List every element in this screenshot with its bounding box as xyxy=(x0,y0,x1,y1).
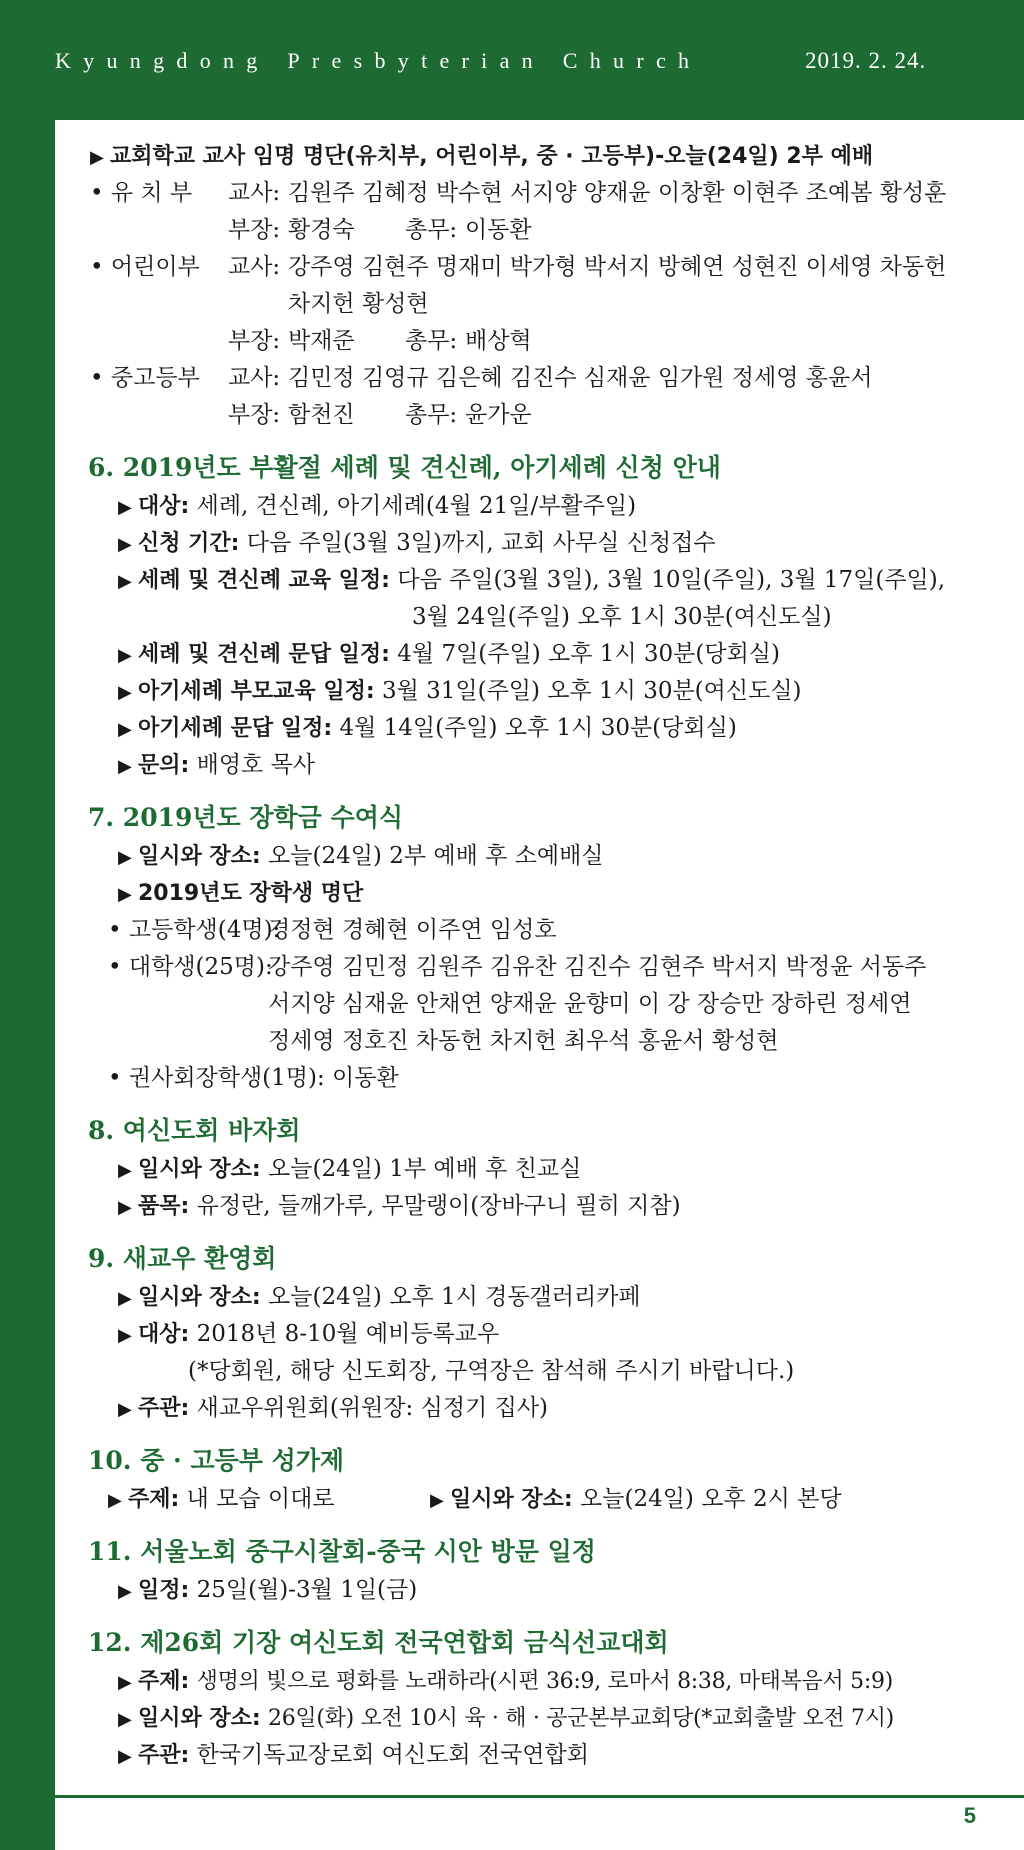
church-name: Kyungdong Presbyterian Church xyxy=(55,48,702,73)
s7-highschool: • 고등학생(4명): 경정현 경혜현 이주연 임성호 xyxy=(108,917,557,943)
triangle-bullet-icon: ▶ xyxy=(118,497,132,518)
s7-elder-scholar: • 권사회장학생(1명): 이동환 xyxy=(108,1065,399,1091)
page-number: 5 xyxy=(963,1803,976,1828)
s7-university-cont-2: 정세영 정호진 차동헌 차지헌 최우석 홍윤서 황성현 xyxy=(268,1028,779,1054)
s6-target: ▶ 대상: 세례, 견신례, 아기세례(4월 21일/부활주일) xyxy=(90,488,1005,525)
triangle-bullet-icon: ▶ xyxy=(118,1325,132,1346)
bulletin-content xyxy=(90,138,1005,1774)
kinder-leaders: 부장: 황경숙 총무: 이동환 xyxy=(228,217,532,243)
section-8-title: 8. 여신도회 바자회 xyxy=(88,1116,301,1145)
s9-target: ▶ 대상: 2018년 8-10월 예비등록교우 xyxy=(90,1316,1005,1353)
s6-education: ▶ 세례 및 견신례 교육 일정: 다음 주일(3월 3일), 3월 10일(주일), 3월 17일(주일), xyxy=(90,562,1005,599)
triangle-bullet-icon: ▶ xyxy=(118,884,132,905)
section-12-title: 12. 제26회 기장 여신도회 전국연합회 금식선교대회 xyxy=(88,1628,669,1657)
triangle-bullet-icon: ▶ xyxy=(118,719,132,740)
section-7-title: 7. 2019년도 장학금 수여식 xyxy=(88,803,403,832)
s6-infant-exam: ▶ 아기세례 문답 일정: 4월 14일(주일) 오후 1시 30분(당회실) xyxy=(90,710,1005,747)
s7-when: ▶ 일시와 장소: 오늘(24일) 2부 예배 후 소예배실 xyxy=(90,838,1005,875)
children-teachers-cont: 차지헌 황성현 xyxy=(288,291,429,317)
s6-contact: ▶ 문의: 배영호 목사 xyxy=(90,747,1005,784)
triangle-bullet-icon: ▶ xyxy=(118,1746,132,1767)
triangle-bullet-icon: ▶ xyxy=(118,847,132,868)
s11-schedule: ▶ 일정: 25일(월)-3월 1일(금) xyxy=(90,1572,1005,1609)
youth-leaders: 부장: 함천진 총무: 윤가운 xyxy=(228,402,532,428)
s9-host: ▶ 주관: 새교우위원회(위원장: 심정기 집사) xyxy=(90,1390,1005,1427)
s7-university: • 대학생(25명): 강주영 김민정 김원주 김유찬 김진수 김현주 박서지 박정윤 서동주 xyxy=(108,954,927,980)
triangle-bullet-icon: ▶ xyxy=(118,1399,132,1420)
triangle-bullet-icon: ▶ xyxy=(118,1672,132,1693)
triangle-bullet-icon: ▶ xyxy=(430,1490,444,1511)
s7-university-cont-1: 서지양 심재윤 안채연 양재윤 윤향미 이 강 장승만 장하린 정세연 xyxy=(268,991,912,1017)
triangle-bullet-icon: ▶ xyxy=(118,534,132,555)
footer-rule xyxy=(55,1795,1024,1798)
section-9-title: 9. 새교우 환영회 xyxy=(88,1244,277,1273)
section-10-title: 10. 중 · 고등부 성가제 xyxy=(88,1446,345,1475)
s10-details: ▶ 주제: 내 모습 이대로 ▶ 일시와 장소: 오늘(24일) 오후 2시 본당 xyxy=(90,1481,1005,1518)
s9-when: ▶ 일시와 장소: 오늘(24일) 오후 1시 경동갤러리카페 xyxy=(90,1279,1005,1316)
children-teachers: • 어린이부 교사: 강주영 김현주 명재미 박가형 박서지 방혜연 성현진 이세영 차동헌 xyxy=(90,254,947,280)
triangle-bullet-icon: ▶ xyxy=(118,1160,132,1181)
triangle-bullet-icon: ▶ xyxy=(118,571,132,592)
triangle-bullet-icon: ▶ xyxy=(118,1288,132,1309)
triangle-bullet-icon: ▶ xyxy=(108,1490,122,1511)
triangle-bullet-icon: ▶ xyxy=(118,756,132,777)
s8-items: ▶ 품목: 유정란, 들깨가루, 무말랭이(장바구니 필히 지참) xyxy=(90,1188,1005,1225)
triangle-bullet-icon: ▶ xyxy=(118,1709,132,1730)
s6-parent-edu: ▶ 아기세례 부모교육 일정: 3월 31일(주일) 오후 1시 30분(여신도실) xyxy=(90,673,1005,710)
triangle-bullet-icon: ▶ xyxy=(118,1581,132,1602)
children-leaders: 부장: 박재준 총무: 배상혁 xyxy=(228,328,532,354)
s7-list-label: ▶ 2019년도 장학생 명단 xyxy=(90,875,1005,912)
section-11-title: 11. 서울노회 중구시찰회-중국 시안 방문 일정 xyxy=(88,1537,596,1566)
bulletin-date: 2019. 2. 24. xyxy=(805,48,927,73)
s6-period: ▶ 신청 기간: 다음 주일(3월 3일)까지, 교회 사무실 신청접수 xyxy=(90,525,1005,562)
section-6-title: 6. 2019년도 부활절 세례 및 견신례, 아기세례 신청 안내 xyxy=(88,453,721,482)
left-margin-bar xyxy=(0,120,55,1850)
s12-theme: ▶ 주제: 생명의 빛으로 평화를 노래하라(시편 36:9, 로마서 8:38, 마태복음서 5:9) xyxy=(90,1663,1005,1700)
s9-note: (*당회원, 해당 신도회장, 구역장은 참석해 주시기 바랍니다.) xyxy=(188,1358,795,1384)
triangle-bullet-icon: ▶ xyxy=(118,645,132,666)
triangle-bullet-icon: ▶ xyxy=(118,682,132,703)
triangle-bullet-icon: ▶ xyxy=(90,147,104,168)
kinder-teachers: • 유 치 부 교사: 김원주 김혜정 박수현 서지양 양재윤 이창환 이현주 조예봄 황성훈 xyxy=(90,180,947,206)
triangle-bullet-icon: ▶ xyxy=(118,1197,132,1218)
s6-exam: ▶ 세례 및 견신례 문답 일정: 4월 7일(주일) 오후 1시 30분(당회실) xyxy=(90,636,1005,673)
s8-when: ▶ 일시와 장소: 오늘(24일) 1부 예배 후 친교실 xyxy=(90,1151,1005,1188)
s12-when: ▶ 일시와 장소: 26일(화) 오전 10시 육 · 해 · 공군본부교회당(*교회출발 오전 7시) xyxy=(90,1700,1005,1737)
teacher-list-heading: ▶ 교회학교 교사 임명 명단(유치부, 어린이부, 중 · 고등부)-오늘(24일) 2부 예배 xyxy=(90,138,1005,175)
youth-teachers: • 중고등부 교사: 김민정 김영규 김은혜 김진수 심재윤 임가원 정세영 홍윤서 xyxy=(90,365,873,391)
s6-education-cont: 3월 24일(주일) 오후 1시 30분(여신도실) xyxy=(412,604,832,630)
s12-host: ▶ 주관: 한국기독교장로회 여신도회 전국연합회 xyxy=(90,1737,1005,1774)
page-header xyxy=(0,0,1024,120)
